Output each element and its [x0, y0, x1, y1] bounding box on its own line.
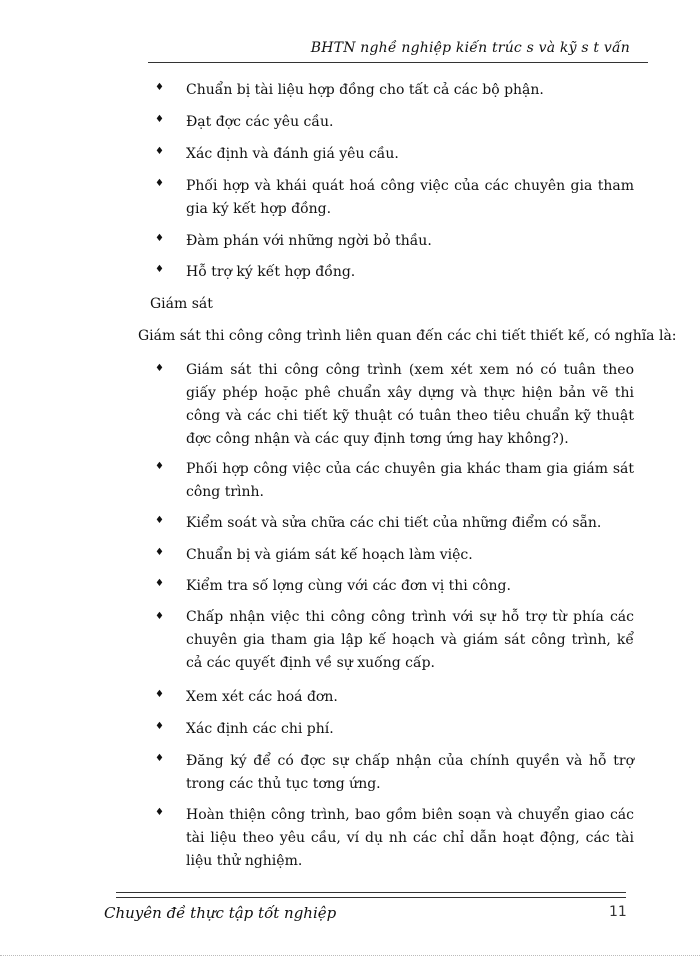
- page-number: 11: [609, 904, 627, 920]
- list-item: Chuẩn bị và giám sát kế hoạch làm việc.: [186, 547, 473, 563]
- diamond-bullet-icon: ♦: [155, 547, 164, 558]
- diamond-bullet-icon: ♦: [155, 515, 164, 526]
- diamond-bullet-icon: ♦: [155, 82, 164, 93]
- list-item: Chấp nhận việc thi công công trình với sự hỗ trợ từ phía các chuyên gia tham gia lập kế hoạch và giám sát công trình, kể cả các quyết định về sự xuống cấp.: [186, 609, 634, 671]
- diamond-bullet-icon: ♦: [155, 461, 164, 472]
- list-item: Đàm phán với những ngời bỏ thầu.: [186, 233, 432, 249]
- header-divider: [148, 62, 648, 63]
- diamond-bullet-icon: ♦: [155, 689, 164, 700]
- diamond-bullet-icon: ♦: [155, 363, 164, 374]
- list-item: Phối hợp công việc của các chuyên gia khác tham gia giám sát công trình.: [186, 461, 634, 500]
- diamond-bullet-icon: ♦: [155, 721, 164, 732]
- header-title: BHTN nghề nghiệp kiến trúc s và kỹ s t vấn: [310, 40, 630, 56]
- list-item: Đăng ký để có đợc sự chấp nhận của chính quyền và hỗ trợ trong các thủ tục tơng ứng.: [186, 753, 634, 792]
- diamond-bullet-icon: ♦: [155, 611, 164, 622]
- list-item: Xác định các chi phí.: [186, 721, 334, 737]
- list-item: Kiểm tra số lợng cùng với các đơn vị thi công.: [186, 578, 511, 594]
- diamond-bullet-icon: ♦: [155, 114, 164, 125]
- list-item: Giám sát thi công công trình (xem xét xem nó có tuân theo giấy phép hoặc phê chuẩn xây dựng và thực hiện bản vẽ thi công và các chi tiết kỹ thuật có tuân theo tiêu chuẩn kỹ thuật đợc công nhận và các quy định tơng ứng hay không?).: [186, 362, 634, 447]
- section-intro: Giám sát thi công công trình liên quan đến các chi tiết thiết kế, có nghĩa là:: [138, 328, 677, 344]
- diamond-bullet-icon: ♦: [155, 146, 164, 157]
- list-item: Hoàn thiện công trình, bao gồm biên soạn và chuyển giao các tài liệu theo yêu cầu, ví dụ nh các chỉ dẫn hoạt động, các tài liệu thử nghiệm.: [186, 807, 634, 869]
- section-heading: Giám sát: [150, 296, 213, 312]
- list-item: Kiểm soát và sửa chữa các chi tiết của những điểm có sẵn.: [186, 515, 602, 531]
- diamond-bullet-icon: ♦: [155, 233, 164, 244]
- diamond-bullet-icon: ♦: [155, 178, 164, 189]
- footer-title: Chuyên đề thực tập tốt nghiệp: [104, 904, 337, 922]
- diamond-bullet-icon: ♦: [155, 807, 164, 818]
- list-item: Hỗ trợ ký kết hợp đồng.: [186, 264, 356, 280]
- page-edge-dotted-line: [0, 955, 700, 956]
- list-item: Chuẩn bị tài liệu hợp đồng cho tất cả các bộ phận.: [186, 82, 544, 98]
- diamond-bullet-icon: ♦: [155, 264, 164, 275]
- list-item: Xác định và đánh giá yêu cầu.: [186, 146, 399, 162]
- diamond-bullet-icon: ♦: [155, 753, 164, 764]
- footer-divider: [116, 892, 626, 898]
- diamond-bullet-icon: ♦: [155, 578, 164, 589]
- list-item: Xem xét các hoá đơn.: [186, 689, 338, 705]
- list-item: Phối hợp và khái quát hoá công việc của các chuyên gia tham gia ký kết hợp đồng.: [186, 178, 634, 217]
- list-item: Đạt đợc các yêu cầu.: [186, 114, 334, 130]
